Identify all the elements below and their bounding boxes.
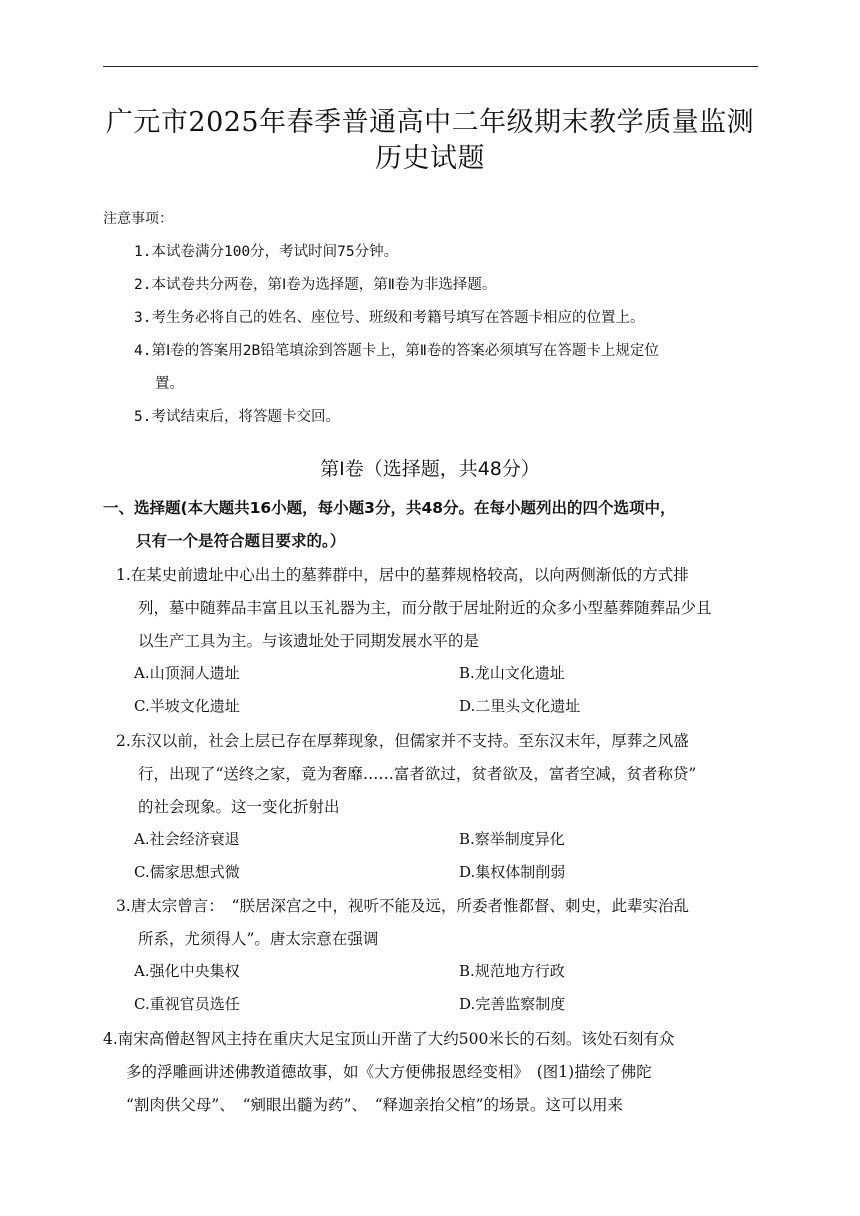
question-2-option-a: A.社会经济衰退 <box>134 830 240 848</box>
question-4-line: 4.南宋高僧赵智风主持在重庆大足宝顶山开凿了大约500米长的石刻。该处石刻有众 <box>103 1030 675 1048</box>
question-3-option-b: B.规范地方行政 <box>459 962 565 980</box>
header-rule <box>103 66 758 67</box>
question-3-option-d: D.完善监察制度 <box>459 995 566 1013</box>
notes-heading: 注意事项： <box>103 211 173 227</box>
question-1-option-b: B.龙山文化遗址 <box>459 664 565 682</box>
question-1-line: 列，墓中随葬品丰富且以玉礼器为主，而分散于居址附近的众多小型墓葬随葬品少且 <box>138 599 712 617</box>
question-2-line: 的社会现象。这一变化折射出 <box>138 798 340 816</box>
question-3-line: 3.唐太宗曾言： “朕居深宫之中，视听不能及远，所委者惟都督、刺史，此辈实治乱 <box>116 897 689 915</box>
question-2-line: 2.东汉以前，社会上层已存在厚葬现象，但儒家并不支持。至东汉末年，厚葬之风盛 <box>116 732 689 750</box>
question-2-line: 行，出现了“送终之家，竟为奢靡……富者欲过，贫者欲及，富者空减，贫者称贷” <box>138 765 697 783</box>
question-1-option-a: A.山顶洞人遗址 <box>134 664 240 682</box>
exam-subject: 历史试题 <box>375 143 485 174</box>
note-item: 4.第Ⅰ卷的答案用2B铅笔填涂到答题卡上，第Ⅱ卷的答案必须填写在答题卡上规定位 <box>134 343 659 359</box>
question-1-option-d: D.二里头文化遗址 <box>459 697 581 715</box>
question-4-line: “割肉供父母”、 “剜眼出髓为药”、 “释迦亲抬父棺”的场景。这可以用来 <box>126 1096 624 1114</box>
question-4-line: 多的浮雕画讲述佛教道德故事，如《大方便佛报恩经变相》 (图1)描绘了佛陀 <box>126 1063 652 1081</box>
note-item: 5.考试结束后，将答题卡交回。 <box>134 409 340 425</box>
question-2-option-b: B.察举制度异化 <box>459 830 565 848</box>
part-instructions: 一、选择题(本大题共16小题，每小题3分，共48分。在每小题列出的四个选项中， <box>103 499 676 517</box>
question-3-option-a: A.强化中央集权 <box>134 962 240 980</box>
question-3-option-c: C.重视官员选任 <box>134 995 240 1013</box>
question-1-line: 以生产工具为主。与该遗址处于同期发展水平的是 <box>138 632 480 650</box>
question-2-option-d: D.集权体制削弱 <box>459 863 566 881</box>
section-title: 第Ⅰ卷（选择题，共48分） <box>320 458 540 480</box>
exam-title: 广元市2025年春季普通高中二年级期末教学质量监测 <box>105 107 755 138</box>
note-item: 1.本试卷满分100分，考试时间75分钟。 <box>134 244 399 260</box>
note-item-continued: 置。 <box>155 376 184 392</box>
question-1-option-c: C.半坡文化遗址 <box>134 697 240 715</box>
question-3-line: 所系，尤须得人”。唐太宗意在强调 <box>138 930 379 948</box>
question-2-option-c: C.儒家思想式微 <box>134 863 240 881</box>
part-instructions-cont: 只有一个是符合题目要求的。） <box>136 532 346 550</box>
note-item: 3.考生务必将自己的姓名、座位号、班级和考籍号填写在答题卡相应的位置上。 <box>134 310 645 326</box>
question-1-line: 1.在某史前遗址中心出土的墓葬群中，居中的墓葬规格较高，以向两侧渐低的方式排 <box>116 566 689 584</box>
note-item: 2.本试卷共分两卷，第Ⅰ卷为选择题，第Ⅱ卷为非选择题。 <box>134 277 497 293</box>
